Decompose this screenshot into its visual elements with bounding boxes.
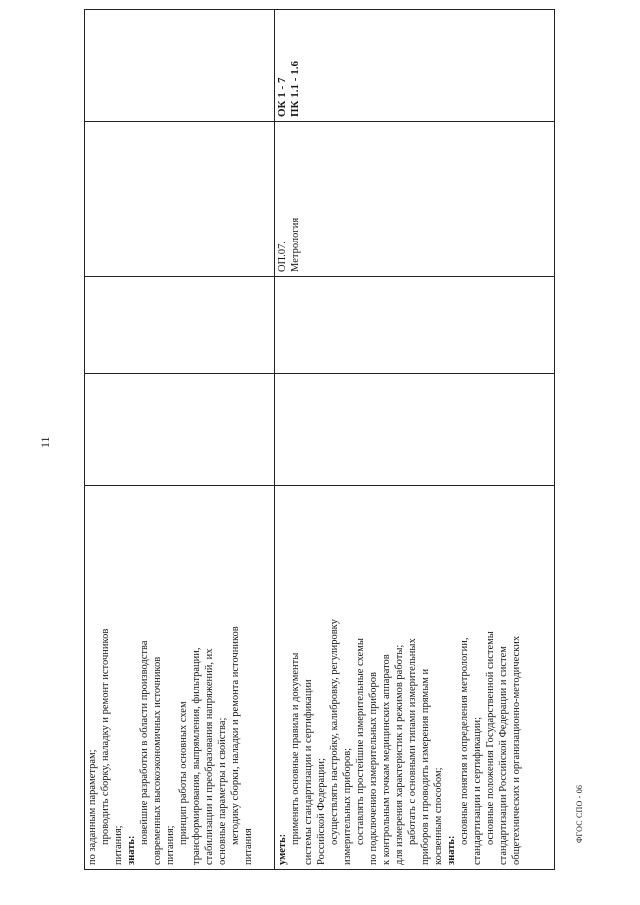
requirement-line: составлять простейшие измерительные схемы (355, 638, 366, 845)
requirements-cell (275, 486, 555, 870)
discipline-cell (275, 122, 555, 277)
codes-line: ПК 1.1 - 1.6 (289, 61, 301, 117)
requirement-line: измерительных приборов; (342, 747, 353, 865)
codes-line: ОК 1 - 7 (276, 77, 288, 117)
requirement-line: системы стандартизации и сертификации (303, 679, 314, 865)
discipline-cell (85, 122, 275, 277)
requirements-cell (85, 486, 275, 870)
requirement-line: основные понятия и определения метрологии, (459, 637, 470, 845)
hours-class-cell (85, 277, 275, 374)
requirement-line: знать: (126, 835, 137, 865)
competency-table (84, 9, 555, 870)
requirement-line: основные параметры и свойства; (217, 717, 228, 865)
codes-cell (275, 10, 555, 122)
discipline-line: Метрология (290, 217, 301, 272)
table-row (85, 10, 275, 870)
requirement-line: питания; (113, 825, 124, 865)
hours-class-cell (275, 277, 555, 374)
hours-max-cell (85, 374, 275, 486)
requirements-text (276, 490, 523, 865)
requirement-line: основные положения Государственной системы (485, 631, 496, 845)
requirement-line: Российской Федерации; (316, 758, 327, 865)
competency-table-rotated (84, 10, 554, 870)
hours-max-cell (275, 374, 555, 486)
requirement-line: проводить сборку, наладку и ремонт источников (100, 628, 111, 845)
requirement-line: новейшие разработки в области производства (139, 640, 150, 845)
requirement-line: общетехнических и организационно-методических (511, 635, 522, 865)
requirement-line: методику сборки, наладки и ремонта источников (230, 626, 241, 845)
requirement-line: к контрольным точкам медицинских аппаратов (381, 654, 392, 865)
codes-cell (85, 10, 275, 122)
requirements-text (86, 490, 255, 865)
table-row (275, 10, 555, 870)
page-number: 11 (38, 436, 52, 448)
requirement-line: уметь: (277, 833, 288, 865)
competency-codes (276, 14, 302, 117)
requirement-line: знать: (446, 835, 457, 865)
requirement-line: современных высокоэкономичных источников (152, 656, 163, 865)
requirement-line: применять основные правила и документы (290, 652, 301, 845)
footer-code: ФГОС СПО - 06 (575, 784, 584, 843)
requirement-line: питания; (165, 825, 176, 865)
discipline-line: ОП.07. (277, 241, 288, 272)
requirement-line: стабилизации и преобразования напряжений, их (204, 648, 215, 865)
requirement-line: трансформирования, выпрямления, фильтрации, (191, 647, 202, 865)
requirement-line: питания (243, 828, 254, 865)
requirement-line: для измерения характеристик и режимов работы; (394, 644, 405, 865)
discipline-text (276, 126, 302, 272)
requirement-line: осуществлять настройку, калибровку, регулировку (329, 619, 340, 845)
requirement-line: по подключению измерительных приборов (368, 672, 379, 865)
requirement-line: стандартизации Российской Федерации и систем (498, 646, 509, 865)
requirement-line: косвенным способом; (433, 767, 444, 865)
requirement-line: приборов и проводить измерения прямым и (420, 668, 431, 865)
requirement-line: по заданным параметрам; (87, 749, 98, 865)
requirement-line: принцип работы основных схем (178, 701, 189, 845)
requirement-line: работать с основными типами измерительных (407, 638, 418, 845)
requirement-line: стандартизации и сертификации; (472, 716, 483, 865)
